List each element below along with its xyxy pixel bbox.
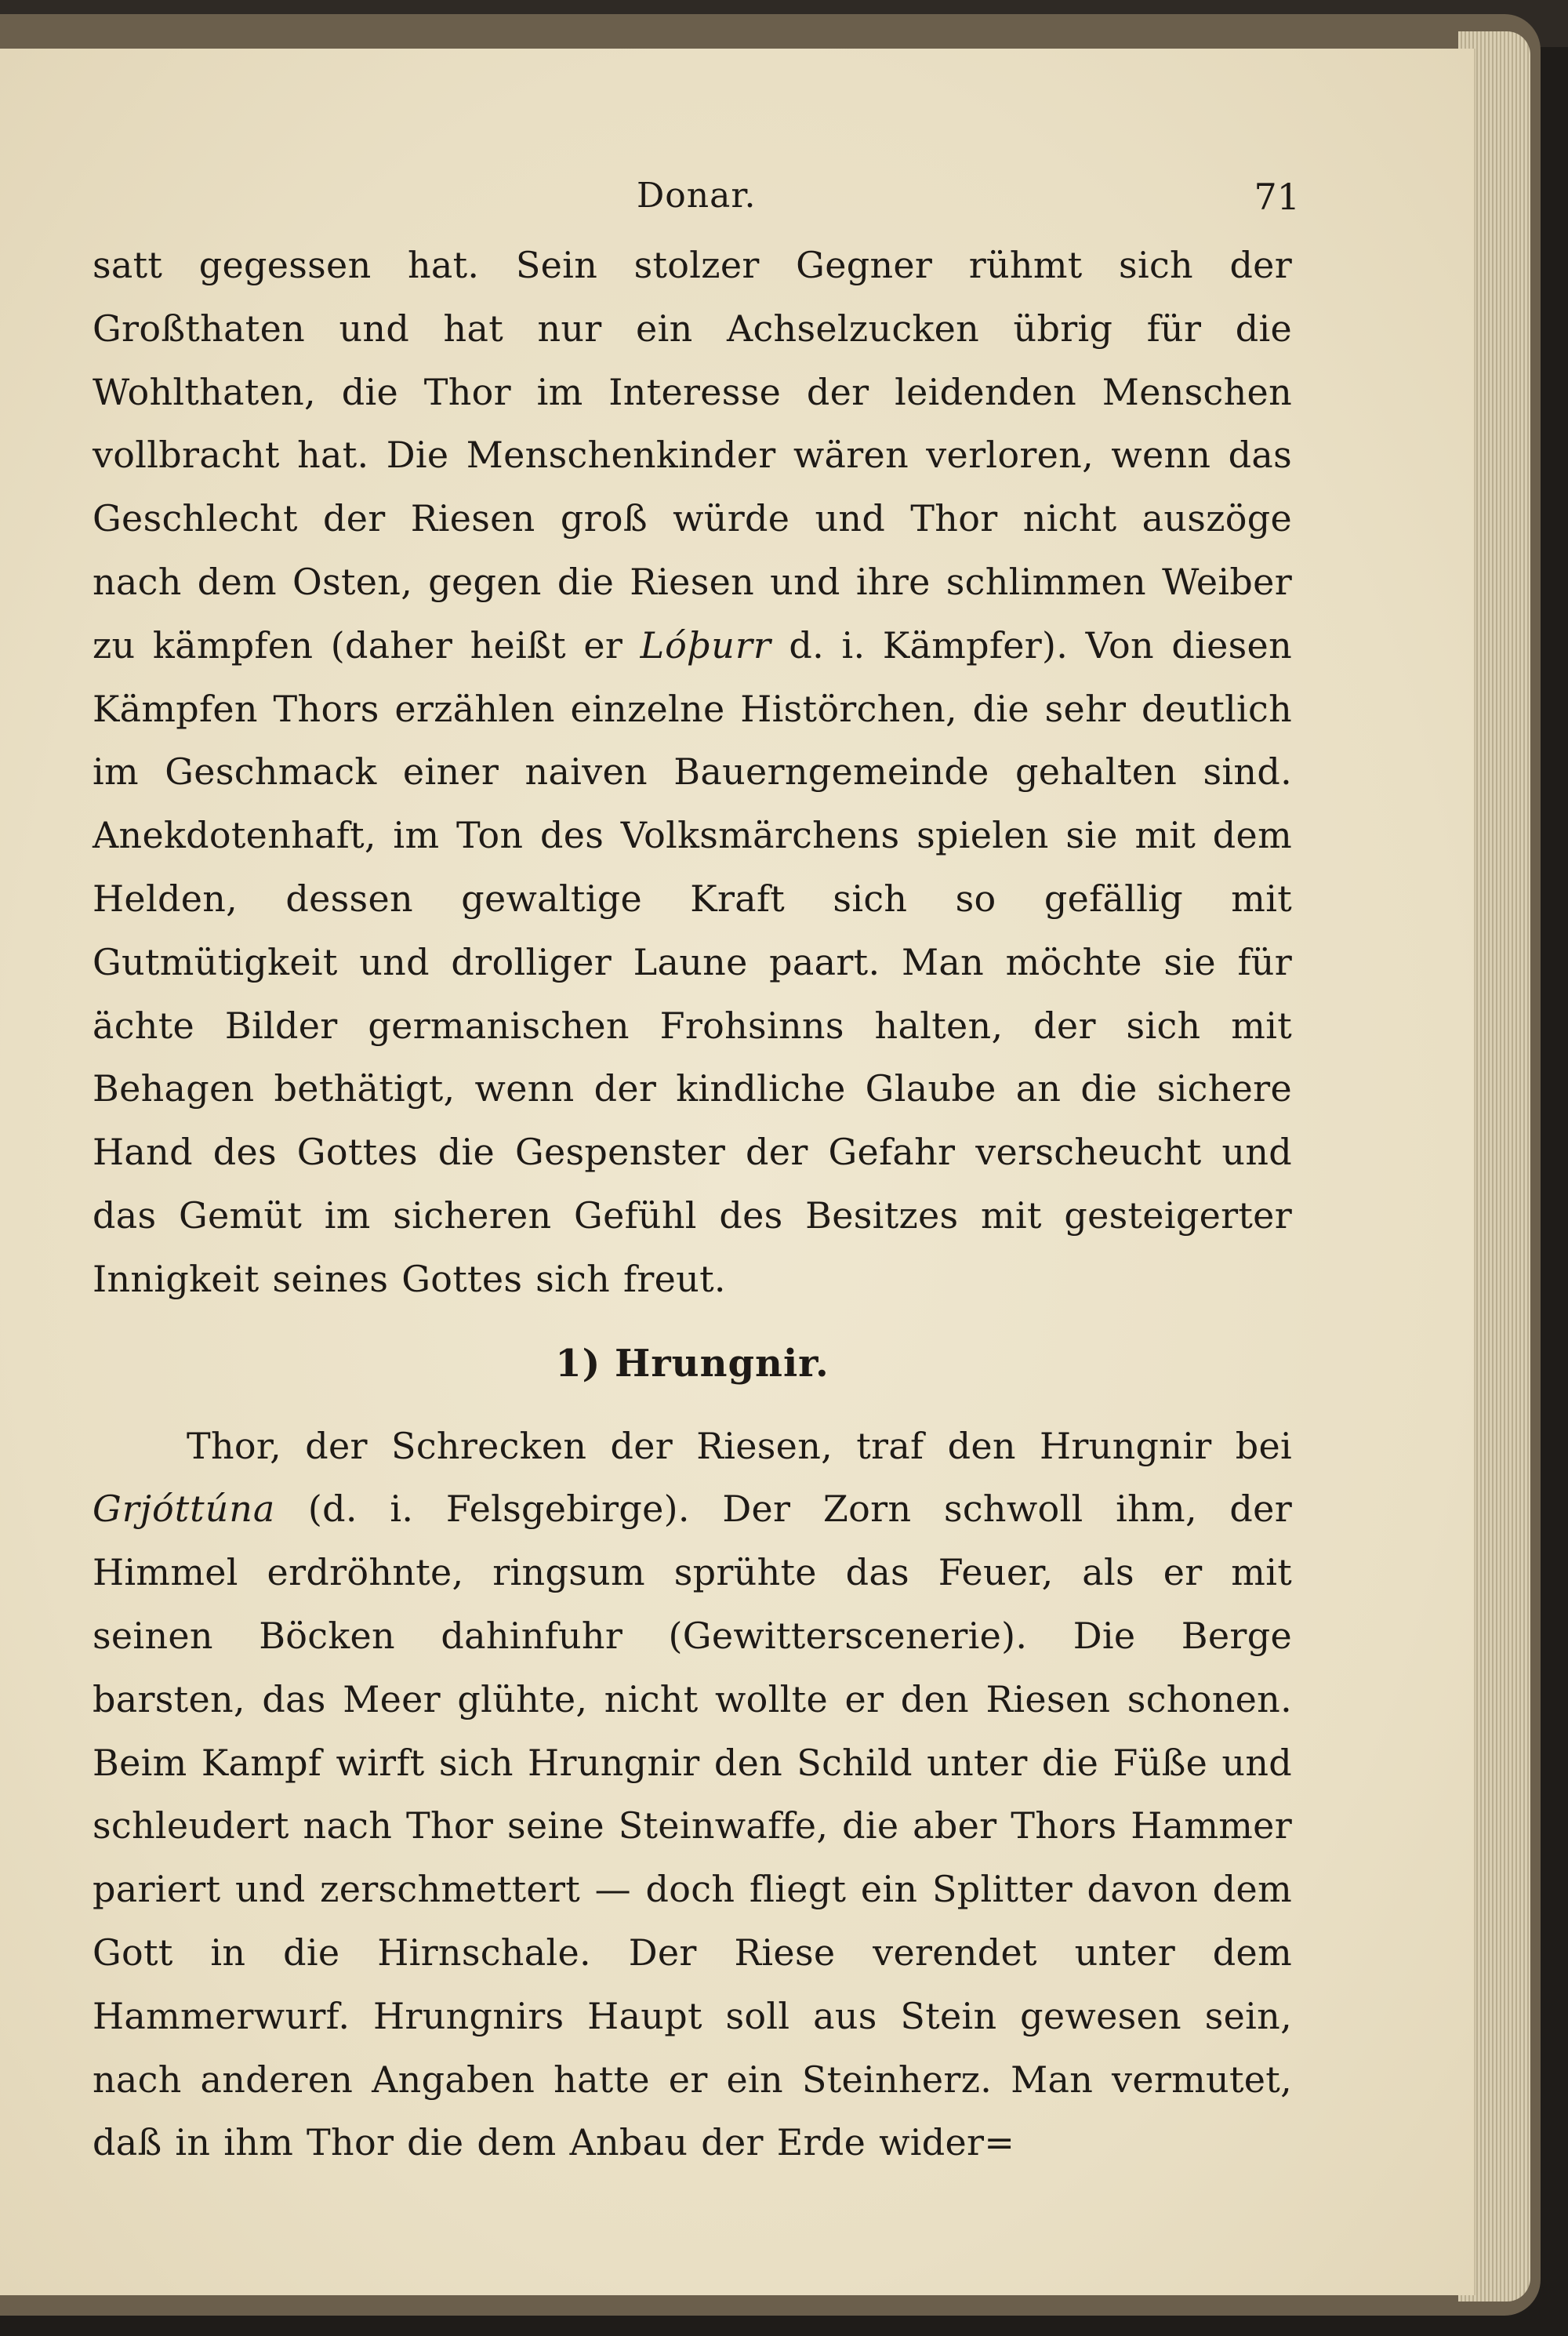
book-page [0, 49, 1475, 2295]
section-heading: 1) Hrungnir. [555, 1341, 829, 1386]
paragraph-2 [93, 1415, 1292, 2175]
paragraph-1 [93, 234, 1292, 1311]
page-number: 71 [1254, 176, 1300, 218]
paragraph-2-text-b: (d. i. Felsgebirge). Der Zorn schwoll ihm, der Himmel erdröhnte, ringsum sprühte das Feuer, als er mit seinen Böcken dahinfuhr (Gewitterscenerie). Die Berge barsten, das Meer glühte, nicht wollte er den Riesen schonen. Beim Kampf wirft sich Hrungnir den Schild unter die Füße und schleudert nach Thor seine Steinwaffe, die aber Thors Hammer pariert und zerschmettert — doch fliegt ein Splitter davon dem Gott in die Hirnschale. Der Riese verendet unter dem Hammerwurf. Hrungnirs Haupt soll aus Stein gewesen sein, nach anderen Angaben hatte er ein Steinherz. Man vermutet, daß in ihm Thor die dem Anbau der Erde wider= [93, 1488, 1292, 2164]
paragraph-1-text-b: d. i. Kämpfer). Von diesen Kämpfen Thors erzählen einzelne Histörchen, die sehr deutlich im Geschmack einer naiven Bauerngemeinde gehalten sind. Anekdotenhaft, im Ton des Volksmärchens spielen sie mit dem Helden, dessen gewaltige Kraft sich so gefällig mit Gutmütigkeit und drolliger Laune paart. Man möchte sie für ächte Bilder germanischen Frohsinns halten, der sich mit Behagen bethätigt, wenn der kindliche Glaube an die sichere Hand des Gottes die Gespenster der Gefahr verscheucht und das Gemüt im sicheren Gefühl des Besitzes mit gesteigerter Innigkeit seines Gottes sich freut. [93, 623, 1292, 1300]
paragraph-1-text-a: satt gegessen hat. Sein stolzer Gegner rühmt sich der Großthaten und hat nur ein Achselzucken übrig für die Wohlthaten, die Thor im Interesse der leidenden Menschen vollbracht hat. Die Menschenkinder wären verloren, wenn das Geschlecht der Riesen groß würde und Thor nicht auszöge nach dem Osten, gegen die Riesen und ihre schlimmen Weiber zu kämpfen (daher heißt er [93, 244, 1292, 667]
paragraph-2-latin-term: Grjóttúna [93, 1488, 276, 1531]
paragraph-1-latin-term: Lóþurr [640, 623, 771, 667]
running-title: Donar. [637, 176, 757, 216]
paragraph-2-text-a: Thor, der Schrecken der Riesen, traf den Hrungnir bei [187, 1424, 1292, 1467]
running-head [93, 176, 1300, 231]
page-text-block [93, 176, 1300, 2174]
